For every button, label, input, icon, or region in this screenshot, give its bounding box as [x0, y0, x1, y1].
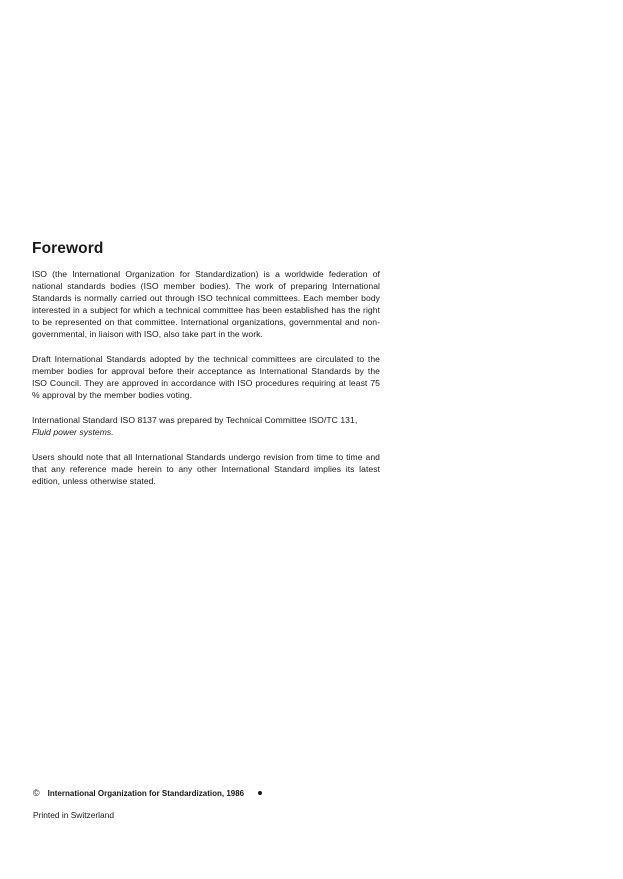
foreword-paragraph-1: ISO (the International Organization for Standardization) is a worldwide federation of national standards bodies (ISO member bodies). The work of preparing International Standards is normally carried out through ISO technical committees. Each member body interested in a subject for which a technical committee has been established has the right to be represented on that committee. International organizations, governmental and non-governmental, in liaison with ISO, also take part in the work.: [32, 269, 380, 339]
bullet-icon: [258, 791, 262, 795]
foreword-paragraph-3-text: International Standard ISO 8137 was prepared by Technical Committee ISO/TC 131,: [32, 415, 358, 425]
committee-title: Fluid power systems.: [32, 427, 114, 437]
printed-in: Printed in Switzerland: [33, 810, 114, 820]
foreword-paragraph-3: [32, 414, 380, 438]
foreword-paragraph-4: Users should note that all International Standards undergo revision from time to time and that any reference made herein to any other International Standard implies its latest edition, unless otherwise stated.: [32, 452, 380, 486]
copyright-line: [33, 788, 262, 798]
foreword-paragraph-2: Draft International Standards adopted by the technical committees are circulated to the member bodies for approval before their acceptance as International Standards by the ISO Council. They are approved in accordance with ISO procedures requiring at least 75 % approval by the member bodies voting.: [32, 354, 380, 400]
foreword-heading: Foreword: [32, 240, 104, 257]
copyright-icon: ©: [33, 788, 40, 798]
copyright-text: International Organization for Standardization, 1986: [47, 788, 245, 798]
foreword-section: [32, 240, 380, 500]
